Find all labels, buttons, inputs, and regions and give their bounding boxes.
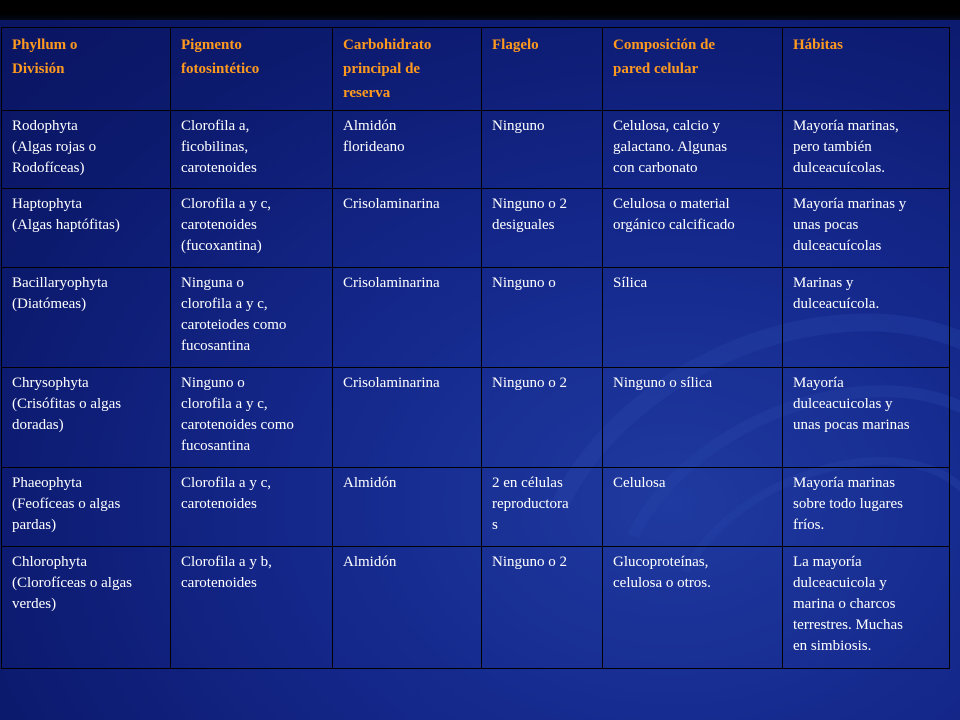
phylum-name-cell: [2, 189, 171, 268]
cell-text: Crisolaminarina: [343, 375, 440, 391]
phylum-name-cell: [2, 111, 171, 189]
cell-text: unas pocas: [793, 217, 859, 233]
cell-text: carotenoides: [181, 575, 257, 591]
cell-text: dulceacuícolas: [793, 238, 882, 254]
cell-text: Mayoría marinas,: [793, 118, 899, 134]
table-cell: [482, 189, 603, 268]
cell-text: s: [492, 517, 498, 533]
table-cell: [333, 189, 482, 268]
cell-text: (fucoxantina): [181, 238, 262, 254]
cell-text: fucosantina: [181, 438, 251, 454]
cell-text: Rodophyta: [12, 118, 78, 134]
cell-text: verdes): [12, 596, 57, 612]
phylum-name-cell: [2, 468, 171, 547]
header-text: reserva: [343, 85, 391, 101]
cell-text: (Algas rojas o: [12, 139, 97, 155]
cell-text: celulosa o otros.: [613, 575, 711, 591]
cell-text: Haptophyta: [12, 196, 82, 212]
cell-text: Ninguno o 2: [492, 196, 567, 212]
column-header: [603, 28, 783, 111]
table-cell: [783, 268, 950, 368]
cell-text: Sílica: [613, 275, 648, 291]
phylum-name-cell: [2, 268, 171, 368]
cell-text: Clorofila a y b,: [181, 554, 272, 570]
table-row: [2, 368, 950, 468]
phylum-name-cell: [2, 547, 171, 669]
table-body: [2, 111, 950, 669]
cell-text: Ninguna o: [181, 275, 244, 291]
table-row: [2, 547, 950, 669]
cell-text: (Diatómeas): [12, 296, 87, 312]
table-cell: [333, 547, 482, 669]
cell-text: carotenoides: [181, 160, 257, 176]
table-cell: [333, 111, 482, 189]
cell-text: Ninguno o sílica: [613, 375, 713, 391]
table-cell: [783, 189, 950, 268]
cell-text: carotenoides como: [181, 417, 294, 433]
cell-text: dulceacuícolas.: [793, 160, 886, 176]
cell-text: fucosantina: [181, 338, 251, 354]
table-cell: [482, 368, 603, 468]
header-text: Composición de: [613, 37, 716, 53]
cell-text: unas pocas marinas: [793, 417, 910, 433]
table-cell: [783, 547, 950, 669]
phylum-name-cell: [2, 368, 171, 468]
table-cell: [603, 468, 783, 547]
cell-text: Marinas y: [793, 275, 854, 291]
table-row: [2, 189, 950, 268]
header-text: Hábitas: [793, 37, 844, 53]
cell-text: Chlorophyta: [12, 554, 87, 570]
cell-text: carotenoides: [181, 496, 257, 512]
header-text: Pigmento: [181, 37, 242, 53]
cell-text: marina o charcos: [793, 596, 896, 612]
cell-text: Chrysophyta: [12, 375, 89, 391]
header-text: Flagelo: [492, 37, 539, 53]
header-text: Carbohidrato: [343, 37, 432, 53]
table-cell: [171, 111, 333, 189]
header-text: principal de: [343, 61, 421, 77]
table-cell: [603, 111, 783, 189]
cell-text: Rodofíceas): [12, 160, 85, 176]
cell-text: Clorofila a y c,: [181, 196, 271, 212]
column-header: [2, 28, 171, 111]
cell-text: dulceacuicolas y: [793, 396, 893, 412]
header-text: Phyllum o: [12, 37, 78, 53]
cell-text: fríos.: [793, 517, 825, 533]
table-cell: [171, 268, 333, 368]
table-cell: [171, 189, 333, 268]
cell-text: terrestres. Muchas: [793, 617, 903, 633]
table-cell: [482, 547, 603, 669]
cell-text: Clorofila a y c,: [181, 475, 271, 491]
table-cell: [603, 368, 783, 468]
table-cell: [171, 368, 333, 468]
cell-text: desiguales: [492, 217, 555, 233]
cell-text: Celulosa o material: [613, 196, 730, 212]
table-cell: [603, 547, 783, 669]
cell-text: caroteiodes como: [181, 317, 287, 333]
cell-text: Mayoría: [793, 375, 844, 391]
cell-text: carotenoides: [181, 217, 257, 233]
table-row: [2, 268, 950, 368]
cell-text: (Feofíceas o algas: [12, 496, 121, 512]
cell-text: Crisolaminarina: [343, 275, 440, 291]
table-cell: [333, 468, 482, 547]
table-header-row: [2, 28, 950, 111]
cell-text: Phaeophyta: [12, 475, 82, 491]
column-header: [783, 28, 950, 111]
cell-text: Almidón: [343, 554, 397, 570]
cell-text: doradas): [12, 417, 64, 433]
algae-phyla-table: [1, 27, 950, 669]
cell-text: Celulosa, calcio y: [613, 118, 721, 134]
cell-text: Glucoproteínas,: [613, 554, 709, 570]
cell-text: Ninguno o 2: [492, 375, 567, 391]
cell-text: La mayoría: [793, 554, 862, 570]
header-text: fotosintético: [181, 61, 260, 77]
cell-text: Bacillaryophyta: [12, 275, 108, 291]
cell-text: en simbiosis.: [793, 638, 872, 654]
table-cell: [171, 547, 333, 669]
cell-text: 2 en células: [492, 475, 563, 491]
table-row: [2, 468, 950, 547]
cell-text: (Algas haptófitas): [12, 217, 120, 233]
table-cell: [333, 368, 482, 468]
cell-text: dulceacuícola.: [793, 296, 880, 312]
cell-text: Ninguno o 2: [492, 554, 567, 570]
table-cell: [482, 468, 603, 547]
cell-text: con carbonato: [613, 160, 698, 176]
cell-text: orgánico calcificado: [613, 217, 735, 233]
cell-text: pero también: [793, 139, 872, 155]
cell-text: Mayoría marinas y: [793, 196, 907, 212]
table-cell: [603, 189, 783, 268]
table-cell: [783, 368, 950, 468]
cell-text: Mayoría marinas: [793, 475, 896, 491]
cell-text: Almidón: [343, 118, 397, 134]
table-row: [2, 111, 950, 189]
cell-text: Crisolaminarina: [343, 196, 440, 212]
cell-text: Ninguno o: [181, 375, 245, 391]
table-cell: [171, 468, 333, 547]
cell-text: pardas): [12, 517, 57, 533]
table-cell: [482, 268, 603, 368]
cell-text: (Clorofíceas o algas: [12, 575, 132, 591]
column-header: [333, 28, 482, 111]
cell-text: reproductora: [492, 496, 569, 512]
header-text: División: [12, 61, 65, 77]
cell-text: sobre todo lugares: [793, 496, 903, 512]
cell-text: Clorofila a,: [181, 118, 250, 134]
table-cell: [603, 268, 783, 368]
cell-text: dulceacuicola y: [793, 575, 887, 591]
cell-text: Celulosa: [613, 475, 666, 491]
cell-text: galactano. Algunas: [613, 139, 728, 155]
table-cell: [482, 111, 603, 189]
cell-text: clorofila a y c,: [181, 296, 268, 312]
cell-text: (Crisófitas o algas: [12, 396, 122, 412]
table-cell: [783, 111, 950, 189]
top-black-band: [0, 0, 960, 20]
cell-text: Ninguno: [492, 118, 545, 134]
header-text: pared celular: [613, 61, 699, 77]
column-header: [171, 28, 333, 111]
cell-text: Almidón: [343, 475, 397, 491]
cell-text: florideano: [343, 139, 405, 155]
cell-text: clorofila a y c,: [181, 396, 268, 412]
cell-text: ficobilinas,: [181, 139, 249, 155]
table-cell: [783, 468, 950, 547]
table-cell: [333, 268, 482, 368]
cell-text: Ninguno o: [492, 275, 556, 291]
column-header: [482, 28, 603, 111]
